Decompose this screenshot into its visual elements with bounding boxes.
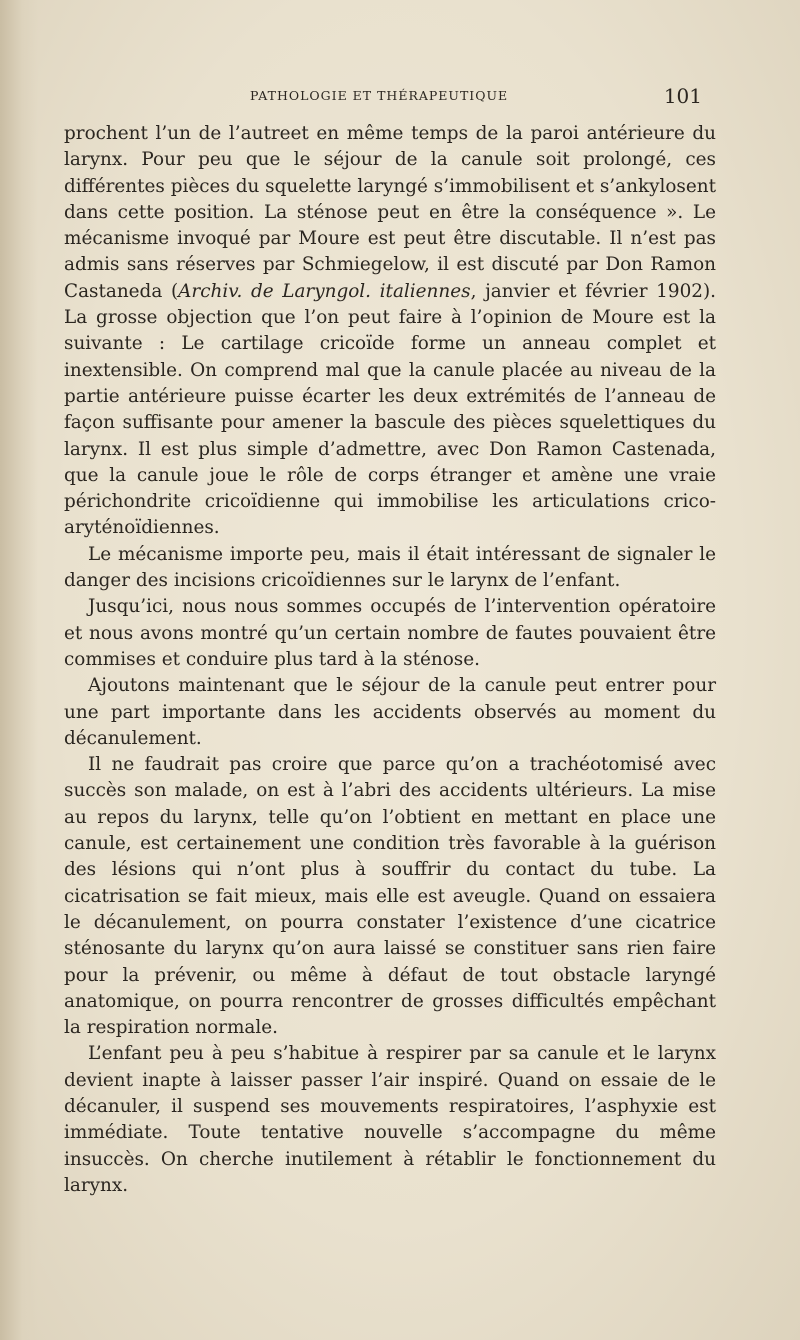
journal-title: Archiv. de Laryngol. italiennes [178, 280, 471, 302]
paragraph-6: L’enfant peu à peu s’habitue à respirer par sa canule et le larynx devient inapte à laisser passer l’air inspiré. Quand on essaie de le décanuler, il suspend ses mouvements respiratoires, l’asphyxie est immédiate. Toute tentative nouvelle s’accompagne du même insuccès. On cherche inutilement à rétablir le fonctionnement du larynx. [64, 1043, 716, 1196]
paragraph-1-text-after: , janvier et février 1902). La grosse objection que l’on peut faire à l’opinion de Moure est la suivante : Le cartilage cricoïde forme un anneau complet et inextensible. On comprend mal que la canule placée au niveau de la partie antérieure puisse écarter les deux extrémités de l’anneau de façon suffisante pour amener la bascule des pièces squelettiques du larynx. Il est plus simple d’admettre, avec Don Ramon Castenada, que la canule joue le rôle de corps étranger et amène une vraie périchondrite cricoïdienne qui immobilise les articulations crico-aryténoïdiennes. [64, 280, 717, 539]
paragraph-5: Il ne faudrait pas croire que parce qu’on a trachéotomisé avec succès son malade, on est à l’abri des accidents ultérieurs. La mise au repos du larynx, telle qu’on l’obtient en mettant en place une canule, est certainement une condition très favorable à la guérison des lésions qui n’ont plus à souffrir du contact du tube. La cicatrisation se fait mieux, mais elle est aveugle. Quand on essaiera le décanulement, on pourra constater l’existence d’une cicatrice sténosante du larynx qu’on aura laissé se constituer sans rien faire pour la prévenir, ou même à défaut de tout obstacle laryngé anatomique, on pourra rencontrer de grosses difficultés empêchant la respiration normale. [64, 754, 716, 1039]
page-header [64, 84, 716, 112]
paragraph-1: prochent l’un de l’autreet en même temps de la paroi antérieure du larynx. Pour peu que le séjour de la canule soit prolongé, ces différentes pièces du squelette laryngé s’immobilisent et s’ankylosent dans cette position. La sténose peut en être la conséquence ». Le mécanisme invoqué par Moure est peut être discutable. Il n’est pas admis sans réserves par Schmiegelow, il est discuté par Don Ramon Castaneda (Archiv. de Laryngol. italiennes, janvier et février 1902). La grosse objection que l’on peut faire à l’opinion de Moure est la suivante : Le cartilage cricoïde forme un anneau complet et inextensible. On comprend mal que la canule placée au niveau de la partie antérieure puisse écarter les deux extrémités de l’anneau de façon suffisante pour amener la bascule des pièces squelettiques du larynx. Il est plus simple d’admettre, avec Don Ramon Castenada, que la canule joue le rôle de corps étranger et amène une vraie périchondrite cricoïdienne qui immobilise les articulations crico-aryténoïdiennes. [64, 123, 717, 539]
paragraph-1-text: prochent l’un de l’autreet en même temps de la paroi antérieure du larynx. Pour peu que le séjour de la canule soit prolongé, ces différentes pièces du squelette laryngé s’immobilisent et s’ankylosent dans cette position. La sténose peut en être la conséquence ». Le mécanisme invoqué par Moure est peut être discutable. Il n’est pas admis sans réserves par Schmiegelow, il est discuté par Don Ramon Castaneda [64, 123, 716, 302]
page-number: 101 [663, 84, 702, 108]
running-head: PATHOLOGIE ET THÉRAPEUTIQUE [250, 88, 509, 103]
spine-shadow [0, 0, 38, 1340]
body-text [64, 121, 716, 1199]
paragraph-4: Ajoutons maintenant que le séjour de la canule peut entrer pour une part importante dans les accidents observés au moment du décanulement. [64, 675, 716, 749]
paragraph-2: Le mécanisme importe peu, mais il était intéressant de signaler le danger des incisions cricoïdiennes sur le larynx de l’enfant. [64, 543, 716, 592]
paragraph-3: Jusqu’ici, nous nous sommes occupés de l’intervention opératoire et nous avons montré qu’un certain nombre de fautes pouvaient être commises et conduire plus tard à la sténose. [64, 596, 716, 670]
